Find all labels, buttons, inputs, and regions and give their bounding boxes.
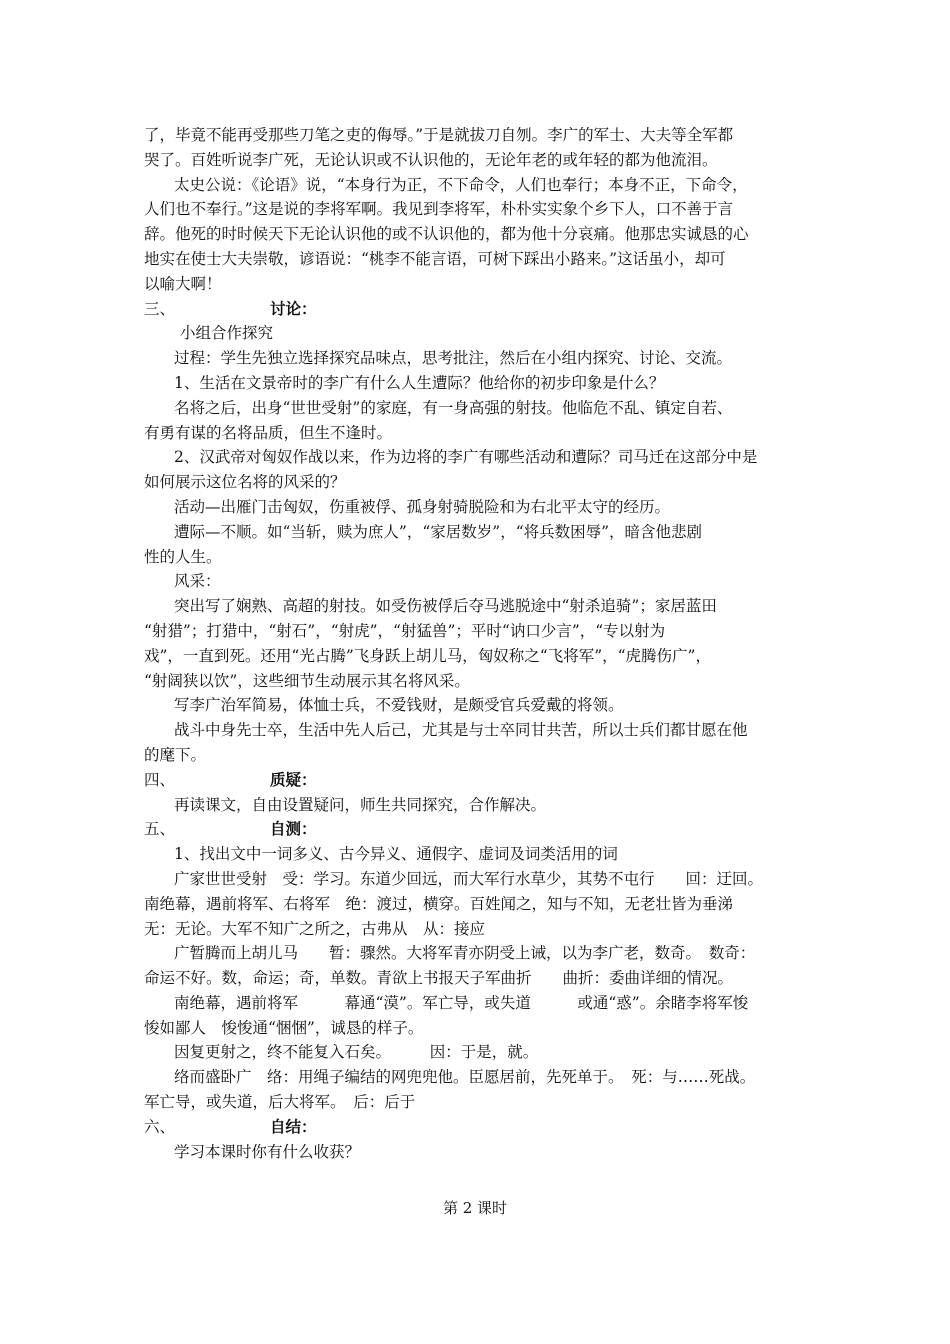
paragraph-line: 无：无论。大军不知广之所之，古弗从 从：接应 — [144, 919, 486, 938]
paragraph-line: 因复更射之，终不能复入石矣。 因：于是，就。 — [174, 1043, 539, 1062]
paragraph-line: 广家世世受射 受：学习。东道少回远，而大军行水草少，其势不屯行 回：迂回。 — [174, 869, 764, 888]
section-title: 自结： — [270, 1116, 317, 1136]
paragraph-line: 遭际—不顺。如“当斩，赎为庶人”，“家居数岁”，“将兵数困辱”，暗含他悲剧 — [174, 522, 703, 541]
paragraph-line: 写李广治军简易，体恤士兵，不爱钱财，是颇受官兵爱戴的将领。 — [174, 696, 624, 715]
paragraph-line: 过程：学生先独立选择探究品味点，思考批注，然后在小组内探究、讨论、交流。 — [174, 349, 733, 368]
paragraph-line: 学习本课时你有什么收获？ — [174, 1142, 361, 1161]
paragraph-line: 命运不好。数，命运；奇，单数。青欲上书报天子军曲折 曲折：委曲详细的情况。 — [144, 969, 734, 988]
lesson-heading: 第 2 课时 — [442, 1199, 508, 1217]
paragraph-line: 的麾下。 — [144, 745, 207, 764]
section-number: 四、 — [144, 770, 176, 789]
section-title: 讨论： — [270, 298, 317, 318]
paragraph-line: 有勇有谋的名将品质，但生不逢时。 — [144, 423, 393, 442]
paragraph-line: 名将之后，出身“世世受射”的家庭，有一身高强的射技。他临危不乱、镇定自若、 — [174, 398, 733, 417]
paragraph-line: 性的人生。 — [144, 547, 222, 566]
document-body — [144, 123, 812, 1164]
paragraph-line: 络而盛卧广 络：用绳子编结的网兜兜他。臣愿居前，先死单于。 死：与……死战。 — [174, 1068, 756, 1087]
paragraph-line: 南绝幕，遇前将军、右将军 绝：渡过，横穿。百姓闻之，知与不知，无老壮皆为垂涕 — [144, 894, 734, 913]
paragraph-line: 南绝幕，遇前将军 幕通“漠”。军亡导，或失道 或通“惑”。余睹李将军悛 — [174, 993, 749, 1012]
paragraph-line: “射阔狭以饮”，这些细节生动展示其名将风采。 — [144, 671, 470, 690]
paragraph-line: 太史公说：《论语》说，“本身行为正，不下命令，人们也奉行；本身不正，下命令， — [174, 175, 748, 194]
section-heading — [144, 817, 812, 842]
paragraph-line: 如何展示这位名将的风采的？ — [144, 473, 346, 492]
section-number: 三、 — [144, 299, 176, 318]
paragraph-line: 地实在使士大夫崇敬，谚语说：“桃李不能言语，可树下踩出小路来。”这话虽小，却可 — [144, 249, 726, 268]
paragraph-line: 戏”，一直到死。还用“光占腾”飞身跃上胡儿马，匈奴称之“飞将军”，“虎腾伤广”， — [144, 646, 711, 665]
paragraph-line: 再读课文，自由设置疑问，师生共同探究，合作解决。 — [174, 795, 547, 814]
section-heading — [144, 297, 812, 322]
paragraph-line: 了，毕竟不能再受那些刀笔之吏的侮辱。”于是就拔刀自刎。李广的军士、大夫等全军都 — [144, 126, 734, 144]
paragraph-line: 活动—出雁门击匈奴，伤重被俘、孤身射骑脱险和为右北平太守的经历。 — [174, 497, 671, 516]
paragraph-line: 辞。他死的时时候天下无论认识他的或不认识他的，都为他十分哀痛。他那忠实诚恳的心 — [144, 225, 749, 244]
paragraph-line: 小组合作探究 — [180, 324, 274, 343]
paragraph-line: 突出写了娴熟、高超的射技。如受伤被俘后夺马逃脱途中“射杀追骑”；家居蓝田 — [174, 597, 717, 616]
paragraph-line: 军亡导，或失道，后大将军。 后：后于 — [144, 1093, 416, 1112]
section-title: 质疑： — [270, 769, 317, 789]
paragraph-line: 2、汉武帝对匈奴作战以来，作为边将的李广有哪些活动和遭际？司马迁在这部分中是 — [174, 448, 758, 467]
section-title: 自测： — [270, 819, 317, 839]
paragraph-line: 哭了。百姓听说李广死，无论认识或不认识他的，无论年老的或年轻的都为他流泪。 — [144, 150, 718, 169]
section-heading — [144, 768, 812, 793]
paragraph-line: 1、生活在文景帝时的李广有什么人生遭际？他给你的初步印象是什么？ — [174, 373, 665, 392]
paragraph-line: 风采： — [174, 572, 221, 591]
paragraph-line: “射猎”；打猎中，“射石”，“射虎”，“射猛兽”；平时“讷口少言”，“专以射为 — [144, 621, 666, 640]
paragraph-line: 人们也不奉行。”这是说的李将军啊。我见到李将军，朴朴实实象个乡下人，口不善于言 — [144, 200, 734, 219]
paragraph-line: 战斗中身先士卒，生活中先人后己，尤其是与士卒同甘共苦，所以士兵们都甘愿在他 — [174, 721, 748, 740]
paragraph-line: 广暂腾而上胡儿马 暂：骤然。大将军青亦阴受上诫，以为李广老，数奇。 数奇： — [174, 944, 756, 963]
section-number: 五、 — [144, 820, 176, 839]
paragraph-line: 悛如鄙人 悛悛通“悃悃”，诚恳的样子。 — [144, 1018, 424, 1037]
section-number: 六、 — [144, 1117, 176, 1136]
section-heading — [144, 1115, 812, 1140]
paragraph-line: 1、找出文中一词多义、古今异义、通假字、虚词及词类活用的词 — [174, 845, 618, 864]
paragraph-line: 以喻大啊！ — [144, 274, 222, 293]
